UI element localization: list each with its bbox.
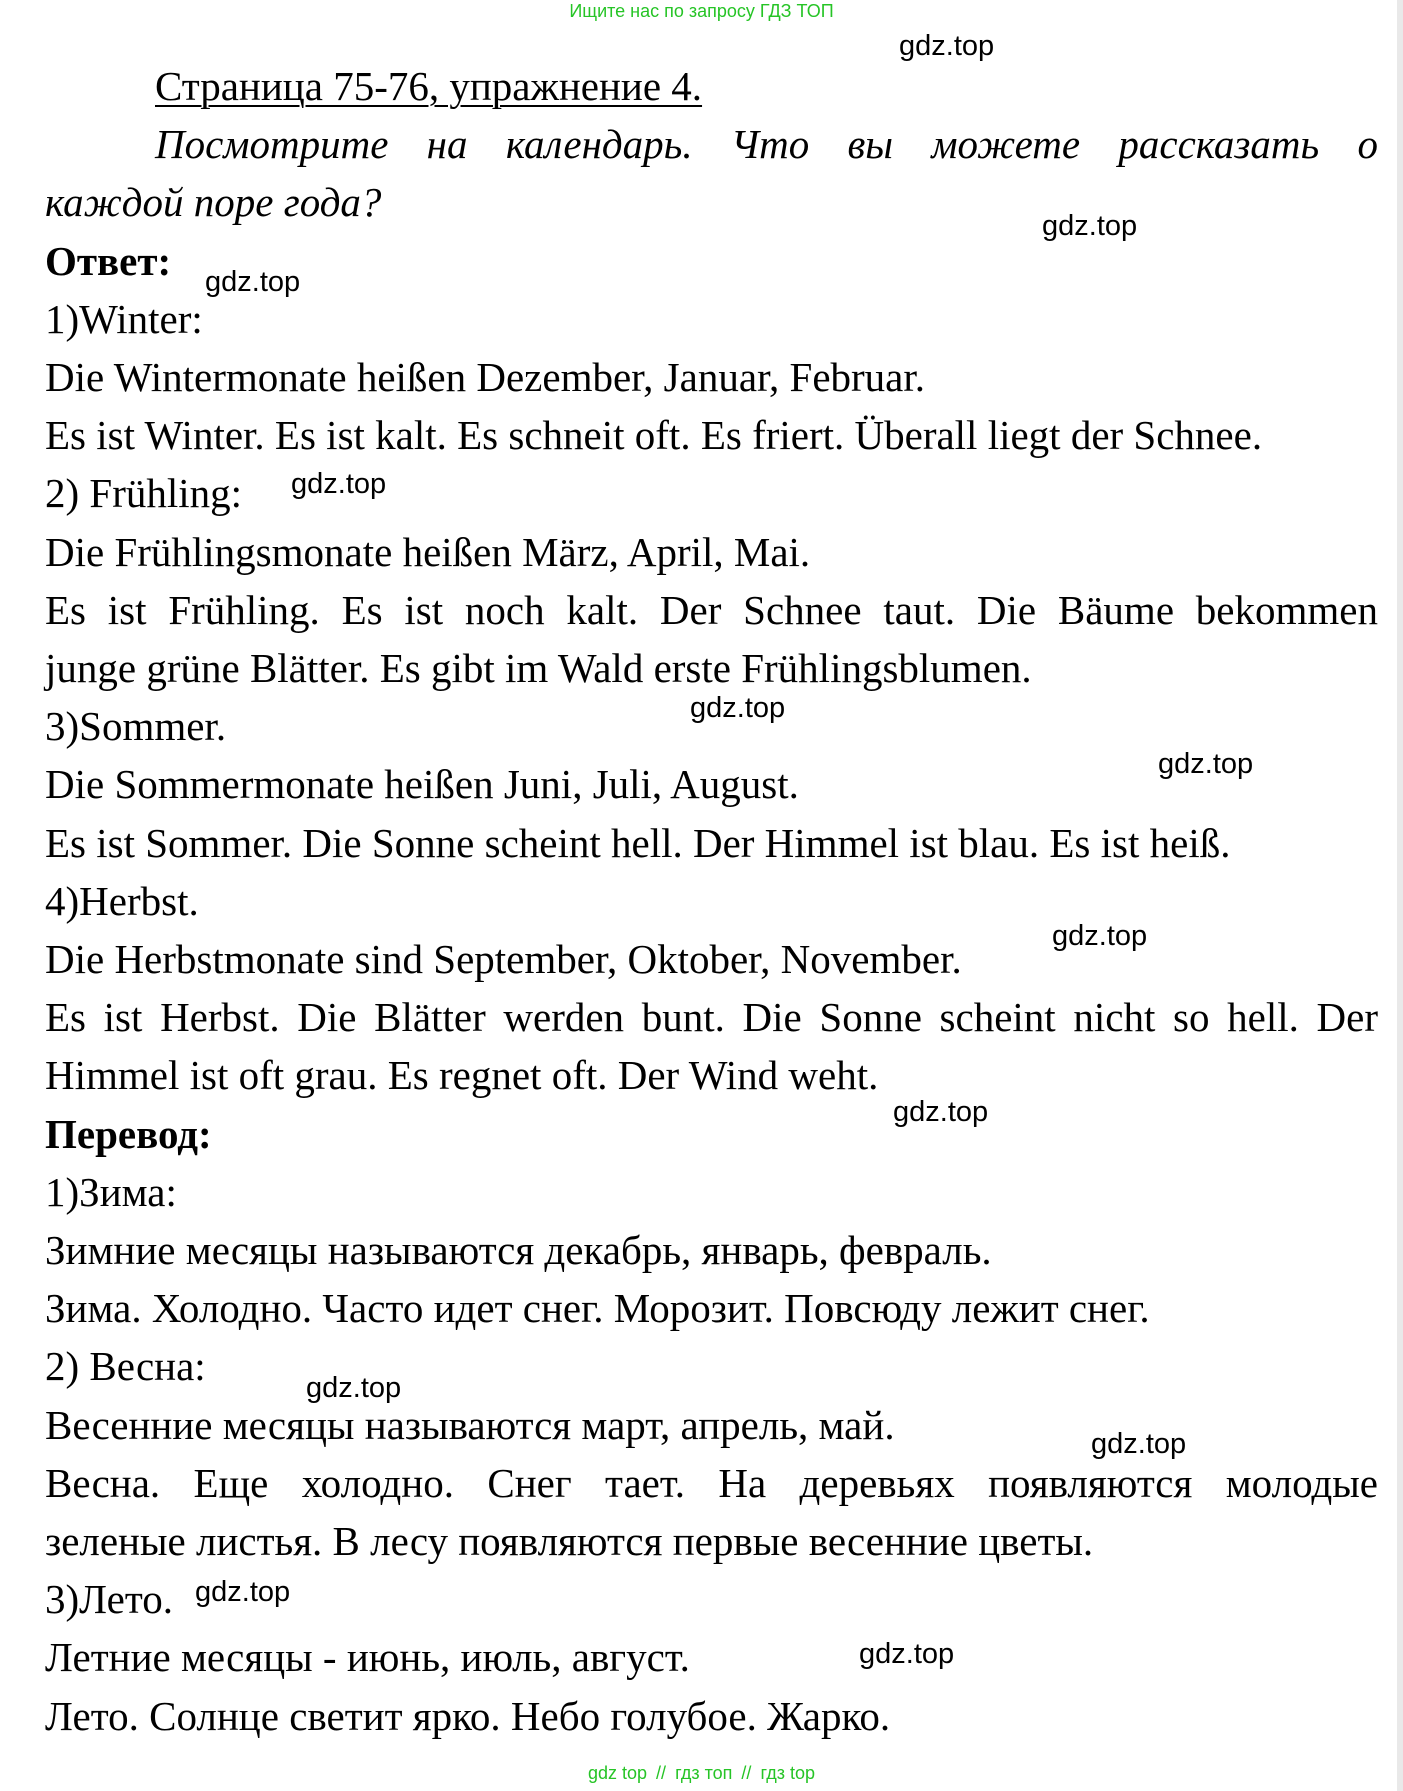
translation-spring-line-2: Весна. Еще холодно. Снег тает. На деревьях появляются молодые	[45, 1459, 1378, 1506]
answer-winter-title: 1)Winter:	[45, 295, 203, 342]
translation-spring-title: 2) Весна:	[45, 1343, 206, 1390]
watermark: gdz.top	[291, 468, 387, 500]
answer-spring-line-3: junge grüne Blätter. Es gibt im Wald erste Frühlingsblumen.	[45, 645, 1032, 692]
answer-autumn-title: 4)Herbst.	[45, 877, 199, 924]
answer-summer-title: 3)Sommer.	[45, 703, 227, 750]
translation-summer-line-1: Летние месяцы - июнь, июль, август.	[45, 1634, 690, 1681]
translation-heading: Перевод:	[45, 1110, 212, 1157]
footer-link-gdz-top[interactable]: gdz top	[587, 1763, 648, 1783]
answer-autumn-line-1: Die Herbstmonate sind September, Oktober, November.	[45, 936, 962, 983]
watermark: gdz.top	[1091, 1428, 1187, 1460]
translation-summer-line-2: Лето. Солнце светит ярко. Небо голубое. Жарко.	[45, 1692, 891, 1739]
answer-summer-line-1: Die Sommermonate heißen Juni, Juli, August.	[45, 761, 799, 808]
watermark: gdz.top	[1158, 748, 1254, 780]
translation-winter-line-2: Зима. Холодно. Часто идет снег. Морозит. Повсюду лежит снег.	[45, 1285, 1150, 1332]
watermark: gdz.top	[859, 1638, 955, 1670]
watermark: gdz.top	[205, 266, 301, 298]
answer-winter-line-1: Die Wintermonate heißen Dezember, Januar, Februar.	[45, 354, 926, 401]
footer-separator: //	[656, 1763, 667, 1783]
watermark: gdz.top	[893, 1096, 989, 1128]
top-search-banner[interactable]: Ищите нас по запросу ГДЗ ТОП	[569, 1, 834, 21]
answer-spring-line-1: Die Frühlingsmonate heißen März, April, Mai.	[45, 528, 811, 575]
page-title: Страница 75-76, упражнение 4.	[155, 63, 703, 109]
answer-autumn-line-2: Es ist Herbst. Die Blätter werden bunt. Die Sonne scheint nicht so hell. Der	[45, 994, 1378, 1041]
translation-spring-line-3: зеленые листья. В лесу появляются первые весенние цветы.	[45, 1518, 1094, 1565]
answer-autumn-line-3: Himmel ist oft grau. Es regnet oft. Der Wind weht.	[45, 1052, 879, 1099]
answer-spring-title: 2) Frühling:	[45, 470, 243, 517]
footer-link-gdz-top-ru[interactable]: гдз топ	[675, 1763, 733, 1783]
translation-winter-line-1: Зимние месяцы называются декабрь, январь, февраль.	[45, 1227, 992, 1274]
document-body	[45, 57, 1378, 1745]
watermark: gdz.top	[306, 1372, 402, 1404]
translation-spring-line-1: Весенние месяцы называются март, апрель, май.	[45, 1401, 895, 1448]
watermark: gdz.top	[1042, 210, 1138, 242]
watermark: gdz.top	[1052, 920, 1148, 952]
translation-winter-title: 1)Зима:	[45, 1168, 177, 1215]
watermark: gdz.top	[899, 30, 995, 62]
task-text-line-1: Посмотрите на календарь. Что вы можете рассказать о	[155, 121, 1378, 168]
answer-spring-line-2: Es ist Frühling. Es ist noch kalt. Der Schnee taut. Die Bäume bekommen	[45, 586, 1378, 633]
answer-winter-line-2: Es ist Winter. Es ist kalt. Es schneit oft. Es friert. Überall liegt der Schnee.	[45, 412, 1263, 459]
task-text-line-2: каждой поре года?	[45, 179, 382, 226]
watermark: gdz.top	[195, 1576, 291, 1608]
watermark: gdz.top	[690, 692, 786, 724]
answer-summer-line-2: Es ist Sommer. Die Sonne scheint hell. Der Himmel ist blau. Es ist heiß.	[45, 819, 1231, 866]
answer-heading: Ответ:	[45, 237, 172, 284]
footer-links	[0, 1762, 1403, 1784]
footer-separator: //	[741, 1763, 752, 1783]
translation-summer-title: 3)Лето.	[45, 1576, 174, 1623]
right-edge-border	[1397, 0, 1403, 1791]
footer-link-gdz-top-mixed[interactable]: гдз top	[760, 1763, 815, 1783]
